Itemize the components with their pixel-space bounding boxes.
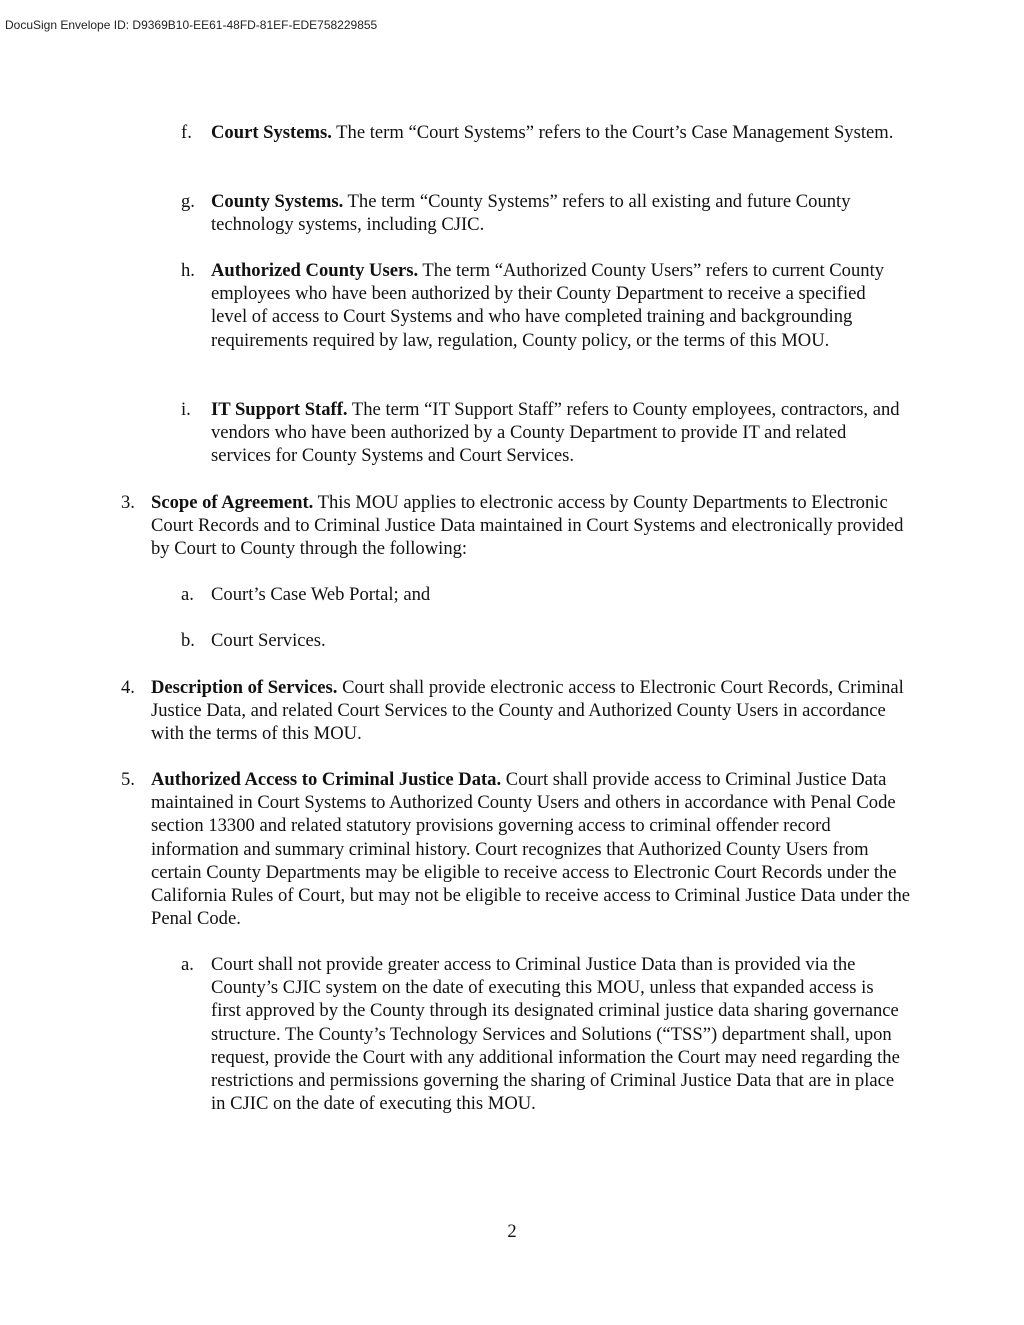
section-number: 3. bbox=[121, 492, 135, 513]
item-text-block bbox=[211, 259, 901, 352]
item-marker: i. bbox=[181, 399, 191, 420]
section-text-block bbox=[151, 768, 911, 930]
section-heading: Authorized Access to Criminal Justice Data. bbox=[151, 769, 502, 790]
item-text-block bbox=[211, 190, 901, 236]
scope-item-court-services bbox=[181, 629, 901, 652]
item-heading: Authorized County Users. bbox=[211, 260, 419, 281]
item-marker: a. bbox=[181, 954, 194, 975]
envelope-id: DocuSign Envelope ID: D9369B10-EE61-48FD-81EF-EDE758229855 bbox=[5, 18, 378, 32]
page-number: 2 bbox=[507, 1221, 517, 1242]
access-item-no-greater-access bbox=[181, 953, 901, 1115]
section-text: Court shall provide access to Criminal Justice Data maintained in Court Systems to Authorized County Users and others in accordance with Penal Code section 13300 and related statutory provisions governing access to criminal offender record information and summary criminal history. Court recognizes that Authorized County Users from certain County Departments may be eligible to receive access to Electronic Court Records under the California Rules of Court, but may not be eligible to receive access to Criminal Justice Data under the Penal Code. bbox=[151, 769, 911, 930]
definition-item-county-systems bbox=[181, 190, 901, 236]
item-text: Court shall not provide greater access to Criminal Justice Data than is provided via the County’s CJIC system on the date of executing this MOU, unless that expanded access is first approved by the County through its designated criminal justice data sharing governance structure. The County’s Technology Services and Solutions (“TSS”) department shall, upon request, provide the Court with any additional information the Court may need regarding the restrictions and permissions governing the sharing of Criminal Justice Data that are in place in CJIC on the date of executing this MOU. bbox=[211, 954, 900, 1115]
item-marker: a. bbox=[181, 584, 194, 605]
section-scope-of-agreement bbox=[121, 491, 911, 561]
section-number: 4. bbox=[121, 677, 135, 698]
item-text-block bbox=[211, 121, 901, 144]
section-text: This MOU applies to electronic access by County Departments to Electronic Court Records and to Criminal Justice Data maintained in Court Systems and electronically provided by Court to County through the following: bbox=[151, 492, 904, 560]
section-text-block bbox=[151, 491, 911, 561]
definition-item-court-systems bbox=[181, 121, 901, 144]
item-heading: IT Support Staff. bbox=[211, 399, 348, 420]
item-marker: b. bbox=[181, 630, 195, 651]
item-text-block bbox=[211, 398, 901, 468]
item-text: The term “IT Support Staff” refers to County employees, contractors, and vendors who have been authorized by a County Department to provide IT and related services for County Systems and Court Services. bbox=[211, 399, 900, 467]
item-text: Court Services. bbox=[211, 630, 326, 651]
item-marker: h. bbox=[181, 260, 195, 281]
section-heading: Description of Services. bbox=[151, 677, 338, 698]
section-heading: Scope of Agreement. bbox=[151, 492, 314, 513]
definition-item-authorized-county-users bbox=[181, 259, 901, 352]
item-text: The term “Authorized County Users” refers to current County employees who have been authorized by their County Department to receive a specified level of access to Court Systems and who have completed training and backgrounding requirements required by law, regulation, County policy, or the terms of this MOU. bbox=[211, 260, 885, 351]
section-authorized-access bbox=[121, 768, 911, 930]
item-marker: g. bbox=[181, 191, 195, 212]
item-marker: f. bbox=[181, 122, 192, 143]
scope-item-web-portal bbox=[181, 583, 901, 606]
section-description-of-services bbox=[121, 676, 911, 746]
definition-item-it-support-staff bbox=[181, 398, 901, 468]
section-text-block bbox=[151, 676, 911, 746]
section-number: 5. bbox=[121, 769, 135, 790]
item-text: The term “Court Systems” refers to the Court’s Case Management System. bbox=[331, 122, 894, 143]
section-text: Court shall provide electronic access to Electronic Court Records, Criminal Justice Data, and related Court Services to the County and Authorized County Users in accordance with the terms of this MOU. bbox=[151, 677, 904, 745]
item-text: The term “County Systems” refers to all existing and future County technology systems, including CJIC. bbox=[211, 191, 851, 236]
item-text: Court’s Case Web Portal; and bbox=[211, 584, 431, 605]
item-heading: County Systems. bbox=[211, 191, 344, 212]
item-heading: Court Systems. bbox=[211, 122, 332, 143]
